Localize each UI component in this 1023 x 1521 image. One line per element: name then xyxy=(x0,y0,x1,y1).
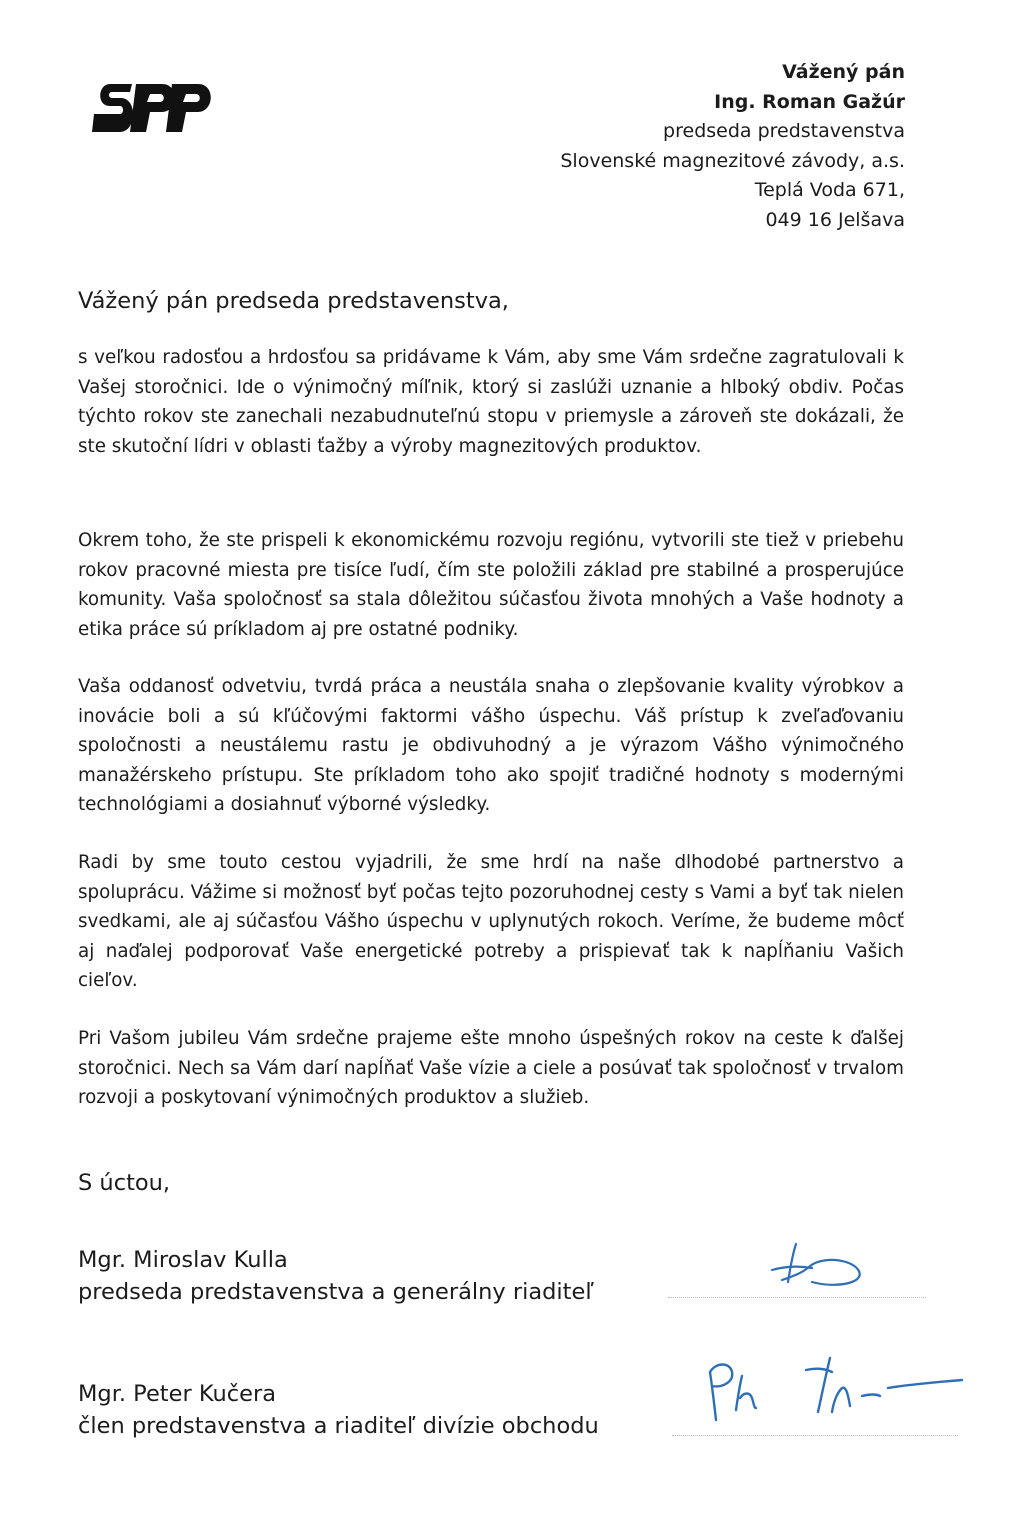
recipient-street: Teplá Voda 671, xyxy=(754,179,905,201)
signer-2-title: člen predstavenstva a riaditeľ divízie obchodu xyxy=(78,1413,599,1439)
recipient-title: predseda predstavenstva xyxy=(663,120,905,142)
closing: S úctou, xyxy=(78,1170,171,1196)
signer-2-name: Mgr. Peter Kučera xyxy=(78,1381,277,1407)
signer-2 xyxy=(78,1378,599,1442)
recipient-company: Slovenské magnezitové závody, a.s. xyxy=(560,149,905,172)
signer-1-title: predseda predstavenstva a generálny riaditeľ xyxy=(78,1279,594,1305)
signature-2 xyxy=(700,1350,970,1430)
spp-logo-letters xyxy=(92,84,211,132)
paragraph-2: Okrem toho, že ste prispeli k ekonomickému rozvoju regiónu, vytvorili ste tiež v priebehu rokov pracovné miesta pre tisíce ľudí, čím ste položili základ pre stabilné a prosperujúce komunity. Vaša spoločnosť sa stala dôležitou súčasťou života mnohých a Vaše hodnoty a etika práce sú príkladom aj pre ostatné podniky. xyxy=(78,530,904,640)
signature-1 xyxy=(760,1236,880,1296)
recipient-address xyxy=(560,58,905,235)
recipient-city: 049 16 Jelšava xyxy=(765,208,905,231)
paragraph-1: s veľkou radosťou a hrdosťou sa pridávame k Vám, aby sme Vám srdečne zagratulovali k Vašej storočnici. Ide o výnimočný míľnik, ktorý si zaslúži uznanie a hlboký obdiv. Počas týchto rokov ste zanechali nezabudnuteľnú stopu v priemysle a zároveň ste dokázali, že ste skutoční lídri v oblasti ťažby a výroby magnezitových produktov. xyxy=(78,347,904,457)
spp-logo xyxy=(92,76,214,140)
recipient-name: Ing. Roman Gažúr xyxy=(714,90,905,113)
signature-line-1 xyxy=(668,1297,926,1298)
salutation: Vážený pán predseda predstavenstva, xyxy=(78,288,509,314)
recipient-greeting: Vážený pán xyxy=(782,61,905,83)
paragraph-5: Pri Vašom jubileu Vám srdečne prajeme ešte mnoho úspešných rokov na ceste k ďalšej storočnici. Nech sa Vám darí napĺňať Vaše vízie a ciele a posúvať tak spoločnosť v trvalom rozvoji a poskytovaní výnimočných produktov a služieb. xyxy=(78,1028,904,1108)
paragraph-4: Radi by sme touto cestou vyjadrili, že sme hrdí na naše dlhodobé partnerstvo a spoluprácu. Vážime si možnosť byť počas tejto pozoruhodnej cesty s Vami a byť tak nielen svedkami, ale aj súčasťou Vášho úspechu v uplynutých rokoch. Veríme, že budeme môcť aj naďalej podporovať Vaše energetické potreby a prispievať tak k napĺňaniu Vašich cieľov. xyxy=(78,852,904,991)
signer-1-name: Mgr. Miroslav Kulla xyxy=(78,1247,288,1273)
paragraph-3: Vaša oddanosť odvetviu, tvrdá práca a neustála snaha o zlepšovanie kvality výrobkov a inovácie boli a sú kľúčovými faktormi vášho úspechu. Váš prístup k zveľaďovaniu spoločnosti a neustálemu rastu je obdivuhodný a je výrazom Vášho výnimočného manažérskeho prístupu. Ste príkladom toho ako spojiť tradičné hodnoty s modernými technológiami a dosiahnuť výborné výsledky. xyxy=(78,676,904,815)
signer-1 xyxy=(78,1244,594,1308)
signature-line-2 xyxy=(672,1435,958,1436)
